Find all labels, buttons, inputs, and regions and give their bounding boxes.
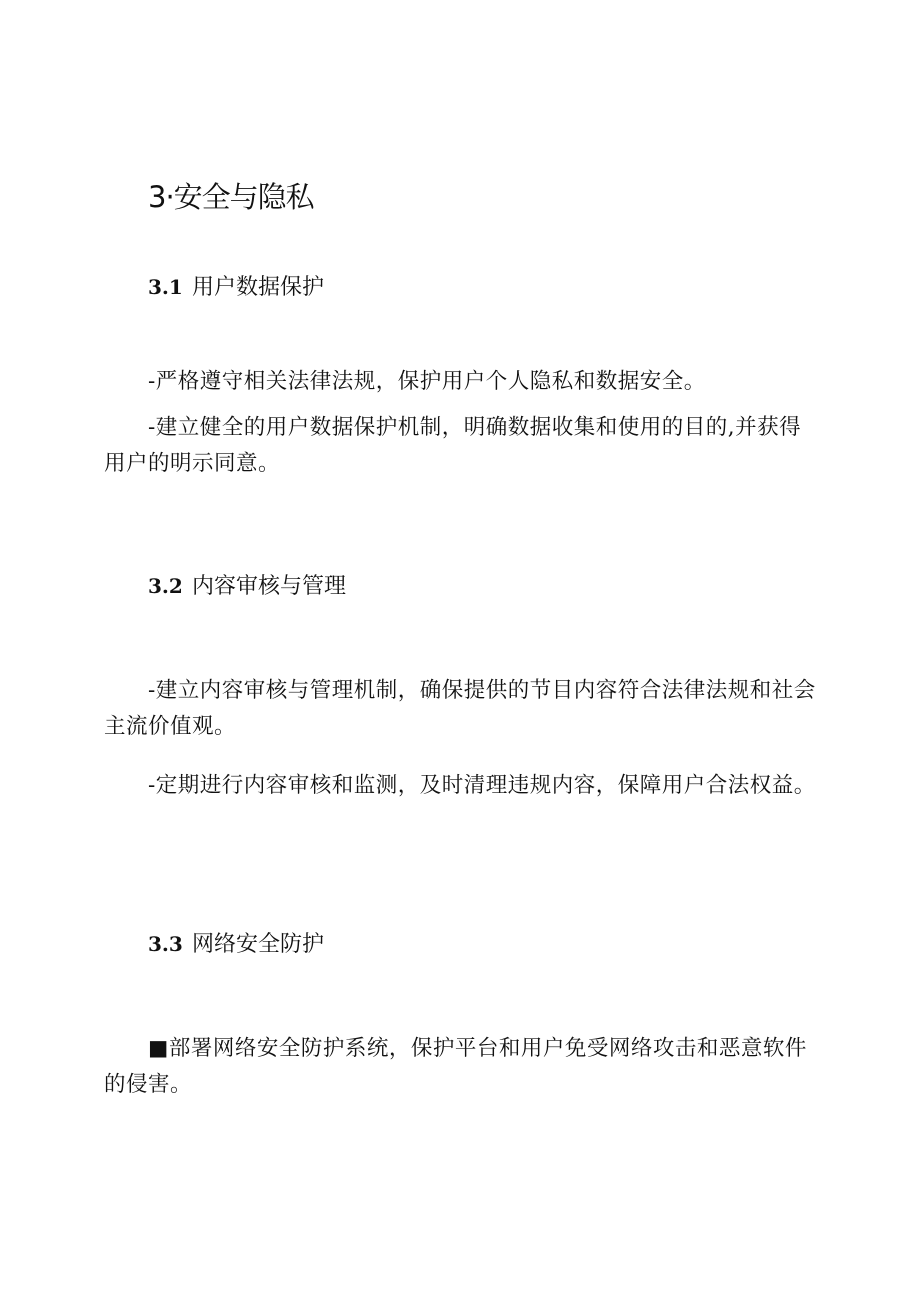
paragraph: -定期进行内容审核和监测，及时清理违规内容，保障用户合法权益。 bbox=[148, 773, 816, 798]
subsection-number: 3.3 bbox=[148, 932, 183, 956]
subsection-title: 用户数据保护 bbox=[192, 275, 325, 300]
subsection-title: 网络安全防护 bbox=[192, 932, 325, 957]
subsection-number: 3.1 bbox=[148, 275, 183, 299]
subsection-heading-3-3 bbox=[148, 929, 324, 960]
subsection-number: 3.2 bbox=[148, 574, 183, 598]
paragraph: -严格遵守相关法律法规，保护用户个人隐私和数据安全。 bbox=[148, 369, 706, 394]
paragraph: ■部署网络安全防护系统，保护平台和用户免受网络攻击和恶意软件的侵害。 bbox=[104, 1036, 807, 1097]
paragraph: -建立内容审核与管理机制，确保提供的节目内容符合法律法规和社会主流价值观。 bbox=[104, 678, 816, 739]
subsection-heading-3-1 bbox=[148, 272, 324, 303]
subsection-title: 内容审核与管理 bbox=[192, 574, 347, 599]
subsection-heading-3-2 bbox=[148, 571, 346, 602]
paragraph: -建立健全的用户数据保护机制，明确数据收集和使用的目的,并获得用户的明示同意。 bbox=[104, 415, 802, 476]
section-title: 3·安全与隐私 bbox=[148, 180, 314, 214]
